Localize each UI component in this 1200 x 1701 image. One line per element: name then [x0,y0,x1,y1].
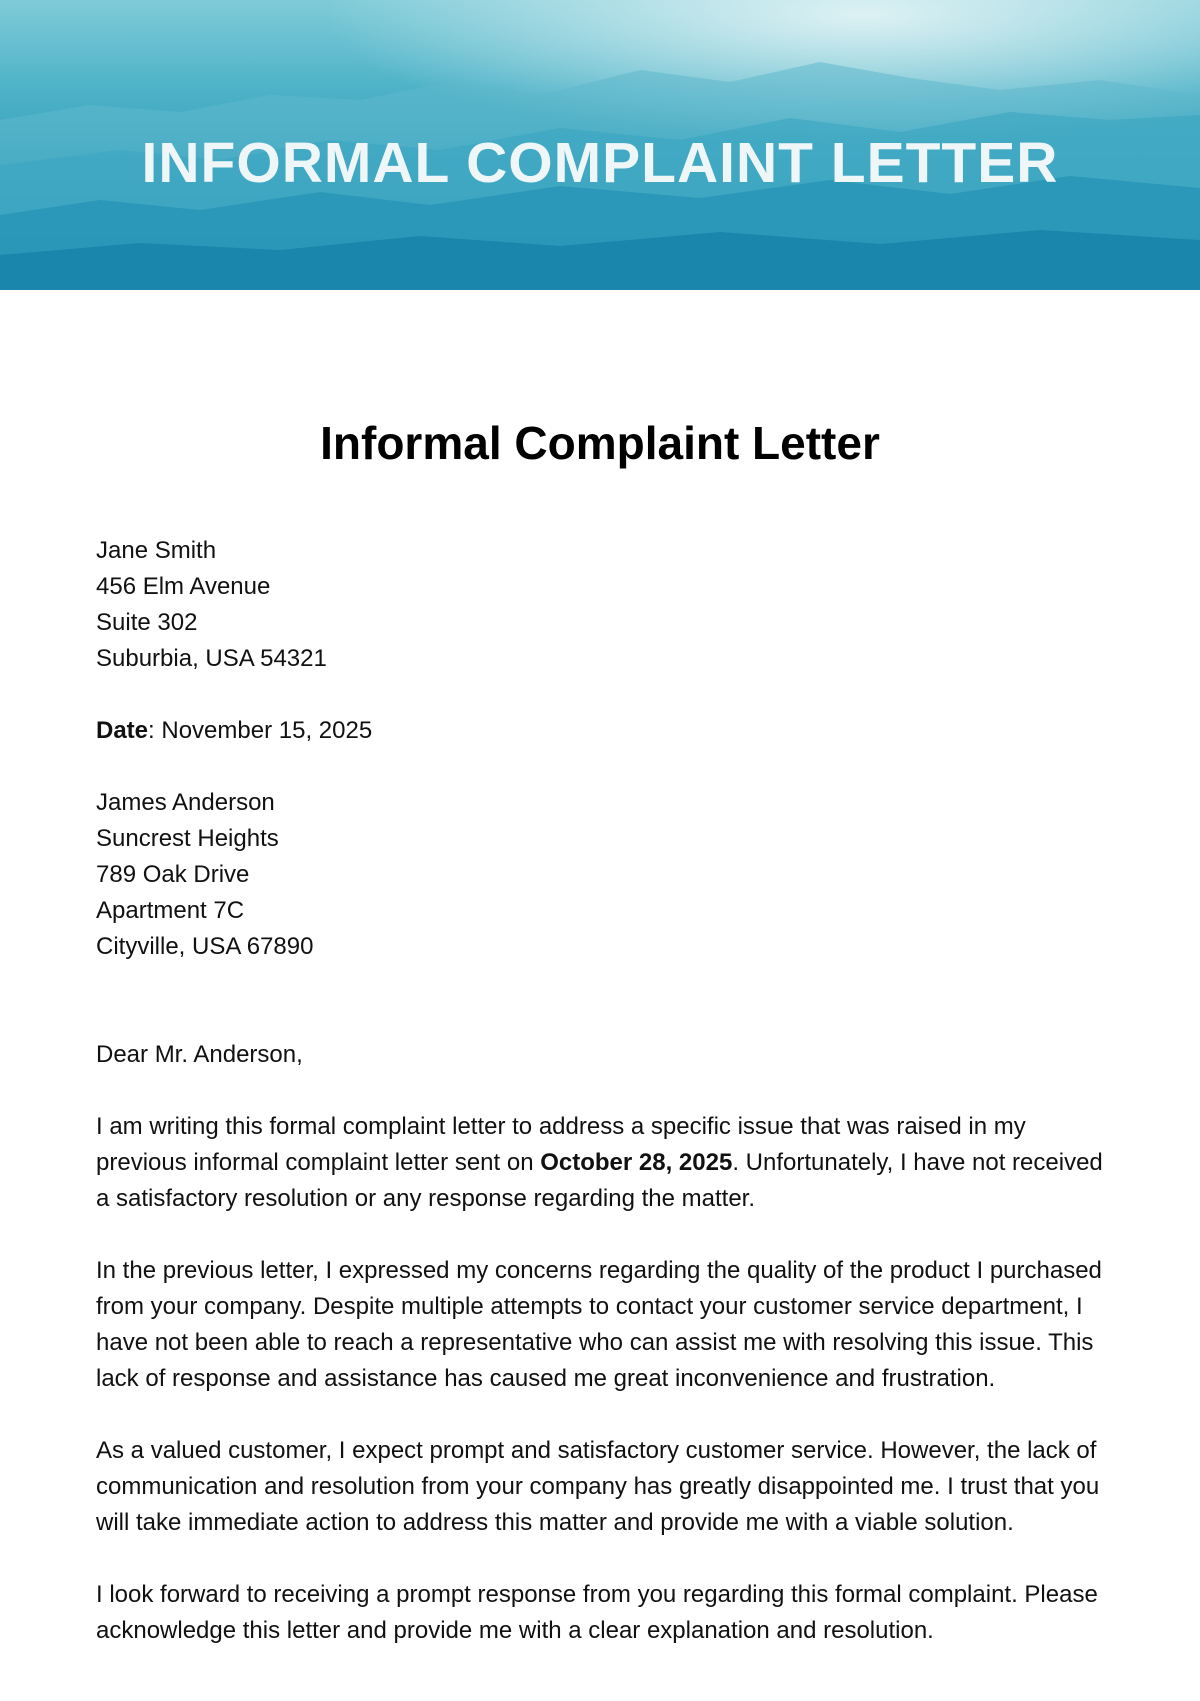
date-line [96,713,1106,749]
recipient-apartment: Apartment 7C [96,897,245,924]
sender-address [96,533,1106,677]
sender-suite: Suite 302 [96,609,198,636]
document-title: Informal Complaint Letter [320,417,880,469]
paragraph-2: In the previous letter, I expressed my concerns regarding the quality of the product I purchased from your company. Despite multiple attempts to contact your customer service department, I have not been able to reach a representative who can assist me with resolving this issue. This lack of response and assistance has caused me great inconvenience and frustration. [96,1257,1102,1392]
paragraph-1: I am writing this formal complaint letter to address a specific issue that was raised in my previous informal complaint letter sent on October 28, 2025. Unfortunately, I have not received a satisfactory resolution or any response regarding the matter. [96,1113,1103,1212]
date-value: : November 15, 2025 [148,717,373,744]
recipient-name: James Anderson [96,789,275,816]
salutation: Dear Mr. Anderson, [96,1041,303,1068]
banner-title: INFORMAL COMPLAINT LETTER [141,131,1059,195]
recipient-building: Suncrest Heights [96,825,279,852]
letter-body [96,533,1106,1649]
recipient-city: Cityville, USA 67890 [96,933,314,960]
paragraph-4: I look forward to receiving a prompt response from you regarding this formal complaint. Please acknowledge this letter and provide me with a clear explanation and resolution. [96,1581,1098,1644]
sender-name: Jane Smith [96,537,217,564]
recipient-street: 789 Oak Drive [96,861,250,888]
bold-date: October 28, 2025 [540,1149,733,1176]
sender-city: Suburbia, USA 54321 [96,645,327,672]
recipient-address [96,785,1106,965]
header-banner [0,0,1200,290]
sender-street: 456 Elm Avenue [96,573,271,600]
date-label: Date [96,717,149,744]
paragraph-3: As a valued customer, I expect prompt and satisfactory customer service. However, the lack of communication and resolution from your company has greatly disappointed me. I trust that you will take immediate action to address this matter and provide me with a viable solution. [96,1437,1100,1536]
